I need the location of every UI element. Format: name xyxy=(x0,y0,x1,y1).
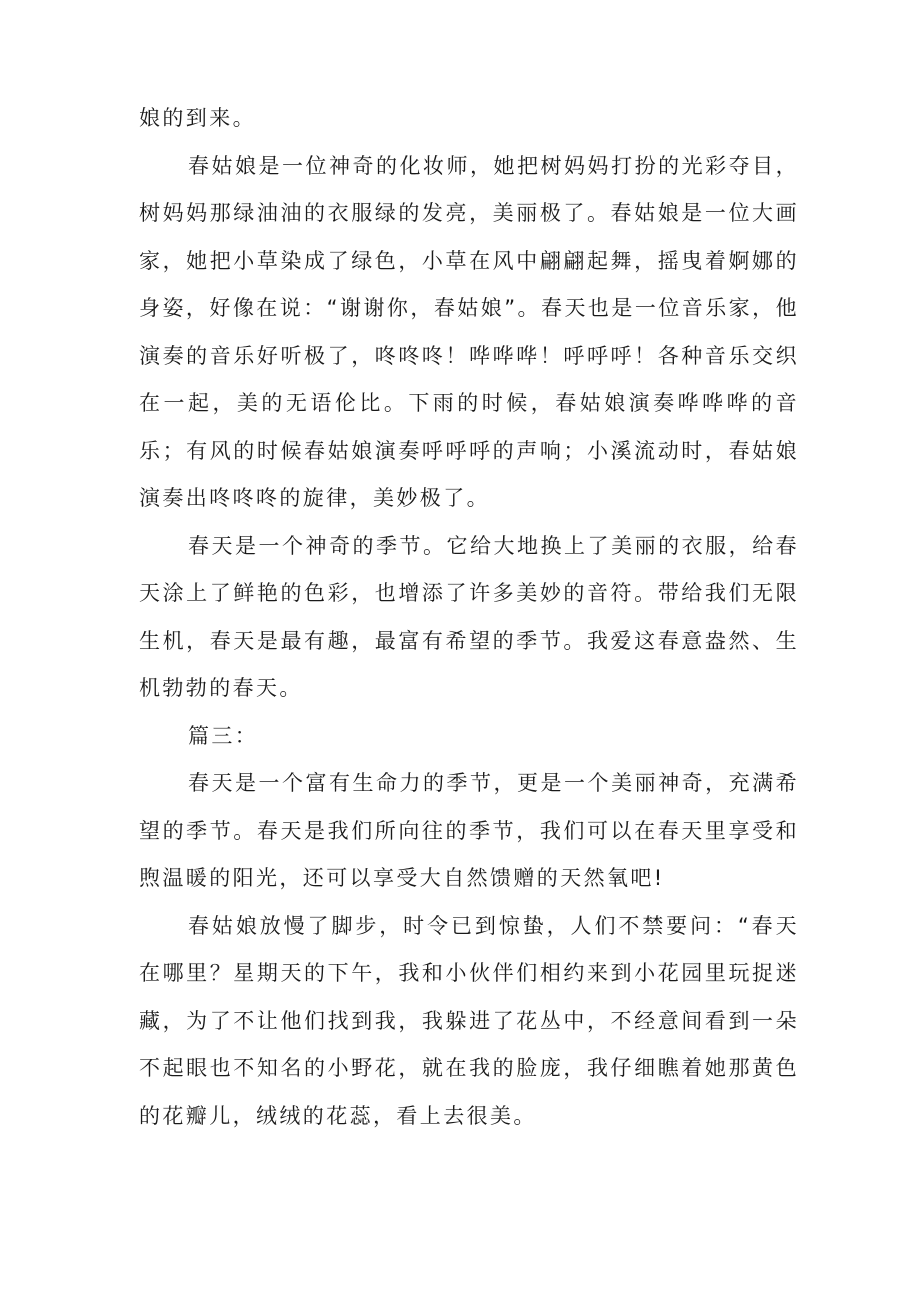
paragraph-spring-makeup-artist: 春姑娘是一位神奇的化妆师，她把树妈妈打扮的光彩夺目，树妈妈那绿油油的衣服绿的发亮，美丽极了。春姑娘是一位大画家，她把小草染成了绿色，小草在风中翩翩起舞，摇曳着婀娜的身姿，好像在说：“谢谢你，春姑娘”。春天也是一位音乐家，他演奏的音乐好听极了，咚咚咚！哗哗哗！呼呼呼！各种音乐交织在一起，美的无语伦比。下雨的时候，春姑娘演奏哗哗哗的音乐；有风的时候春姑娘演奏呼呼呼的声响；小溪流动时，春姑娘演奏出咚咚咚的旋律，美妙极了。 xyxy=(139,153,799,510)
section-heading-part-three: 篇三： xyxy=(188,723,259,748)
paragraph-vital-season: 春天是一个富有生命力的季节，更是一个美丽神奇，充满希望的季节。春天是我们所向往的季节，我们可以在春天里享受和煦温暖的阳光，还可以享受大自然馈赠的天然氧吧! xyxy=(139,771,799,890)
paragraph-wild-flower: 春姑娘放慢了脚步，时令已到惊蛰，人们不禁要问：“春天在哪里？星期天的下午，我和小伙伴们相约来到小花园里玩捉迷藏，为了不让他们找到我，我躲进了花丛中，不经意间看到一朵不起眼也不知名的小野花，就在我的脸庞，我仔细瞧着她那黄色的花瓣儿，绒绒的花蕊，看上去很美。 xyxy=(139,913,799,1128)
paragraph-magical-season: 春天是一个神奇的季节。它给大地换上了美丽的衣服，给春天涂上了鲜艳的色彩，也增添了许多美妙的音符。带给我们无限生机，春天是最有趣，最富有希望的季节。我爱这春意盎然、生机勃勃的春天。 xyxy=(139,533,799,700)
document-body xyxy=(139,95,799,1140)
paragraph-continuation: 娘的到来。 xyxy=(139,106,256,130)
